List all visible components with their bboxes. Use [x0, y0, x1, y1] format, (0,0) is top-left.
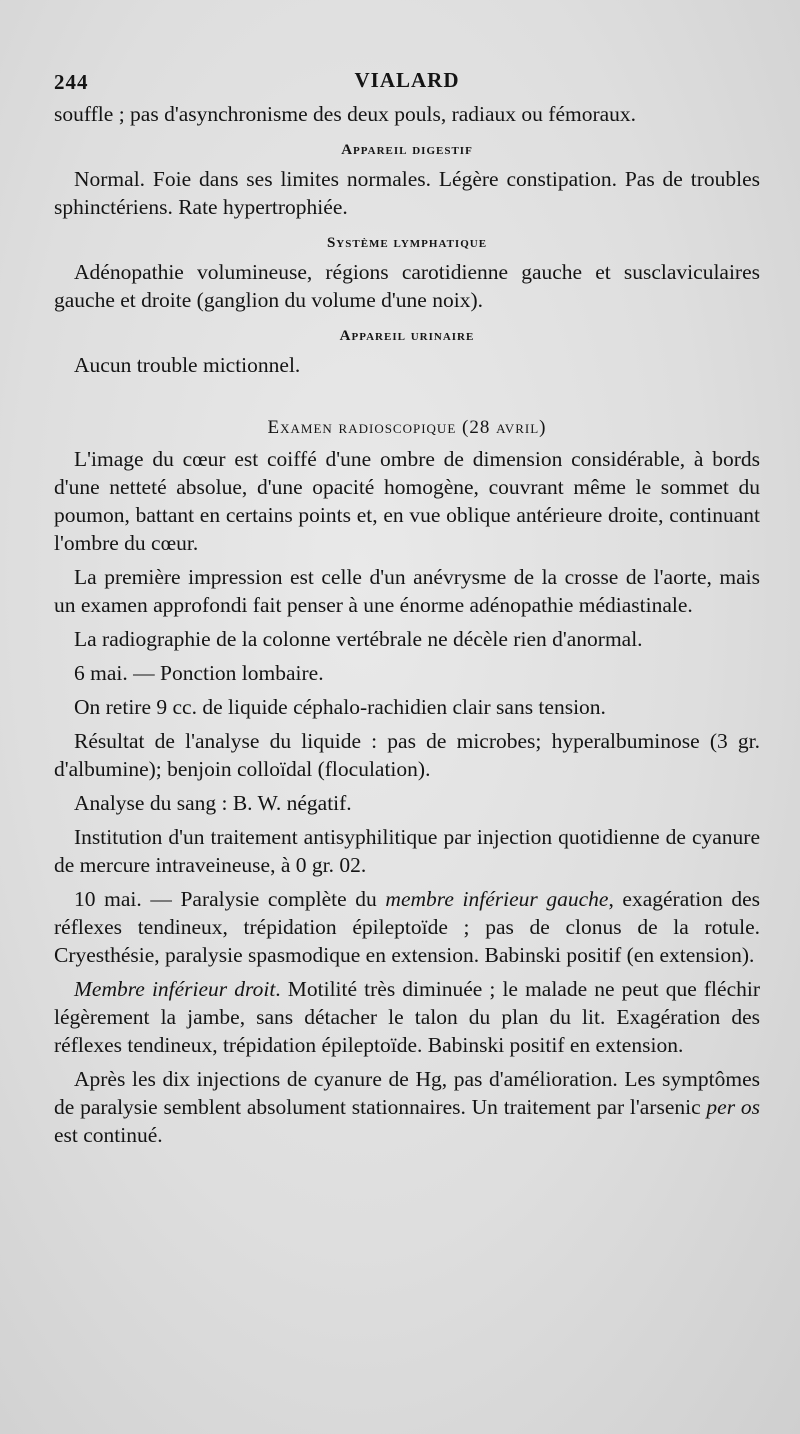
paragraph-ponction: 6 mai. — Ponction lombaire. [74, 661, 324, 685]
paragraph-radiographie: La radiographie de la colonne vertébrale ne décèle rien d'anormal. [74, 627, 643, 651]
heading-appareil-digestif: Appareil digestif [341, 142, 473, 158]
paragraph-premiere-impression: La première impression est celle d'un anévrysme de la crosse de l'aorte, mais un examen approfondi fait penser à une énorme adénopathie médiastinale. [54, 565, 760, 617]
paragraph-apres-end: est continué. [54, 1123, 163, 1147]
heading-systeme-lymphatique: Système lymphatique [326, 235, 488, 251]
paragraph-digestif: Normal. Foie dans ses limites normales. Légère constipation. Pas de troubles sphinctériens. Rate hypertrophiée. [54, 167, 760, 219]
paragraph-analyse-sang: Analyse du sang : B. W. négatif. [74, 791, 352, 815]
paragraph-liquide: On retire 9 cc. de liquide céphalo-rachidien clair sans tension. [74, 695, 606, 719]
paragraph-10-mai [54, 885, 760, 969]
page-number: 244 [54, 70, 89, 94]
paragraph-image-coeur: L'image du cœur est coiffé d'une ombre de dimension considérable, à bords d'une netteté absolue, d'une opacité homogène, couvrant même le sommet du poumon, battant en certains points et, en vue oblique antérieure droite, continuant l'ombre du cœur. [54, 447, 760, 555]
paragraph-apres-start: Après les dix injections de cyanure de Hg, pas d'amélioration. Les symptômes de paralysie semblent absolument stationnaires. Un traitement par l'arsenic [54, 1067, 760, 1119]
paragraph-resultat-analyse: Résultat de l'analyse du liquide : pas de microbes; hyperalbuminose (3 gr. d'albumine); benjoin colloïdal (floculation). [54, 729, 760, 781]
paragraph-apres-injections [54, 1065, 760, 1149]
paragraph-souffle: souffle ; pas d'asynchronisme des deux pouls, radiaux ou fémoraux. [54, 102, 637, 126]
page-header [54, 62, 760, 100]
paragraph-membre-droit-rest: . Motilité très diminuée ; le malade ne peut que fléchir légèrement la jambe, sans détacher le talon du plan du lit. Exagération des réflexes tendineux, trépidation épileptoïde. Babinski positif en extension. [54, 977, 760, 1057]
paragraph-traitement: Institution d'un traitement antisyphilitique par injection quotidienne de cyanure de mercure intraveineuse, à 0 gr. 02. [54, 825, 760, 877]
italic-per-os: per os [706, 1095, 760, 1119]
paragraph-membre-droit [54, 975, 760, 1059]
paragraph-10-mai-start: 10 mai. — Paralysie complète du [74, 887, 386, 911]
paragraph-lymphatique: Adénopathie volumineuse, régions carotidienne gauche et susclaviculaires gauche et droite (ganglion du volume d'une noix). [54, 260, 760, 312]
italic-membre-droit: Membre inférieur droit [74, 977, 276, 1001]
running-head: VIALARD [354, 68, 460, 92]
paragraph-urinaire: Aucun trouble mictionnel. [74, 353, 301, 377]
heading-appareil-urinaire: Appareil urinaire [339, 328, 475, 344]
paragraph-10-mai-rest: , exagération des réflexes tendineux, trépidation épileptoïde ; pas de clonus de la rotule. Cryesthésie, paralysie spasmodique en extension. Babinski positif (en extension). [54, 887, 760, 967]
italic-membre-gauche: membre inférieur gauche [385, 887, 609, 911]
heading-examen-radioscopique: Examen radioscopique (28 avril) [267, 417, 547, 438]
